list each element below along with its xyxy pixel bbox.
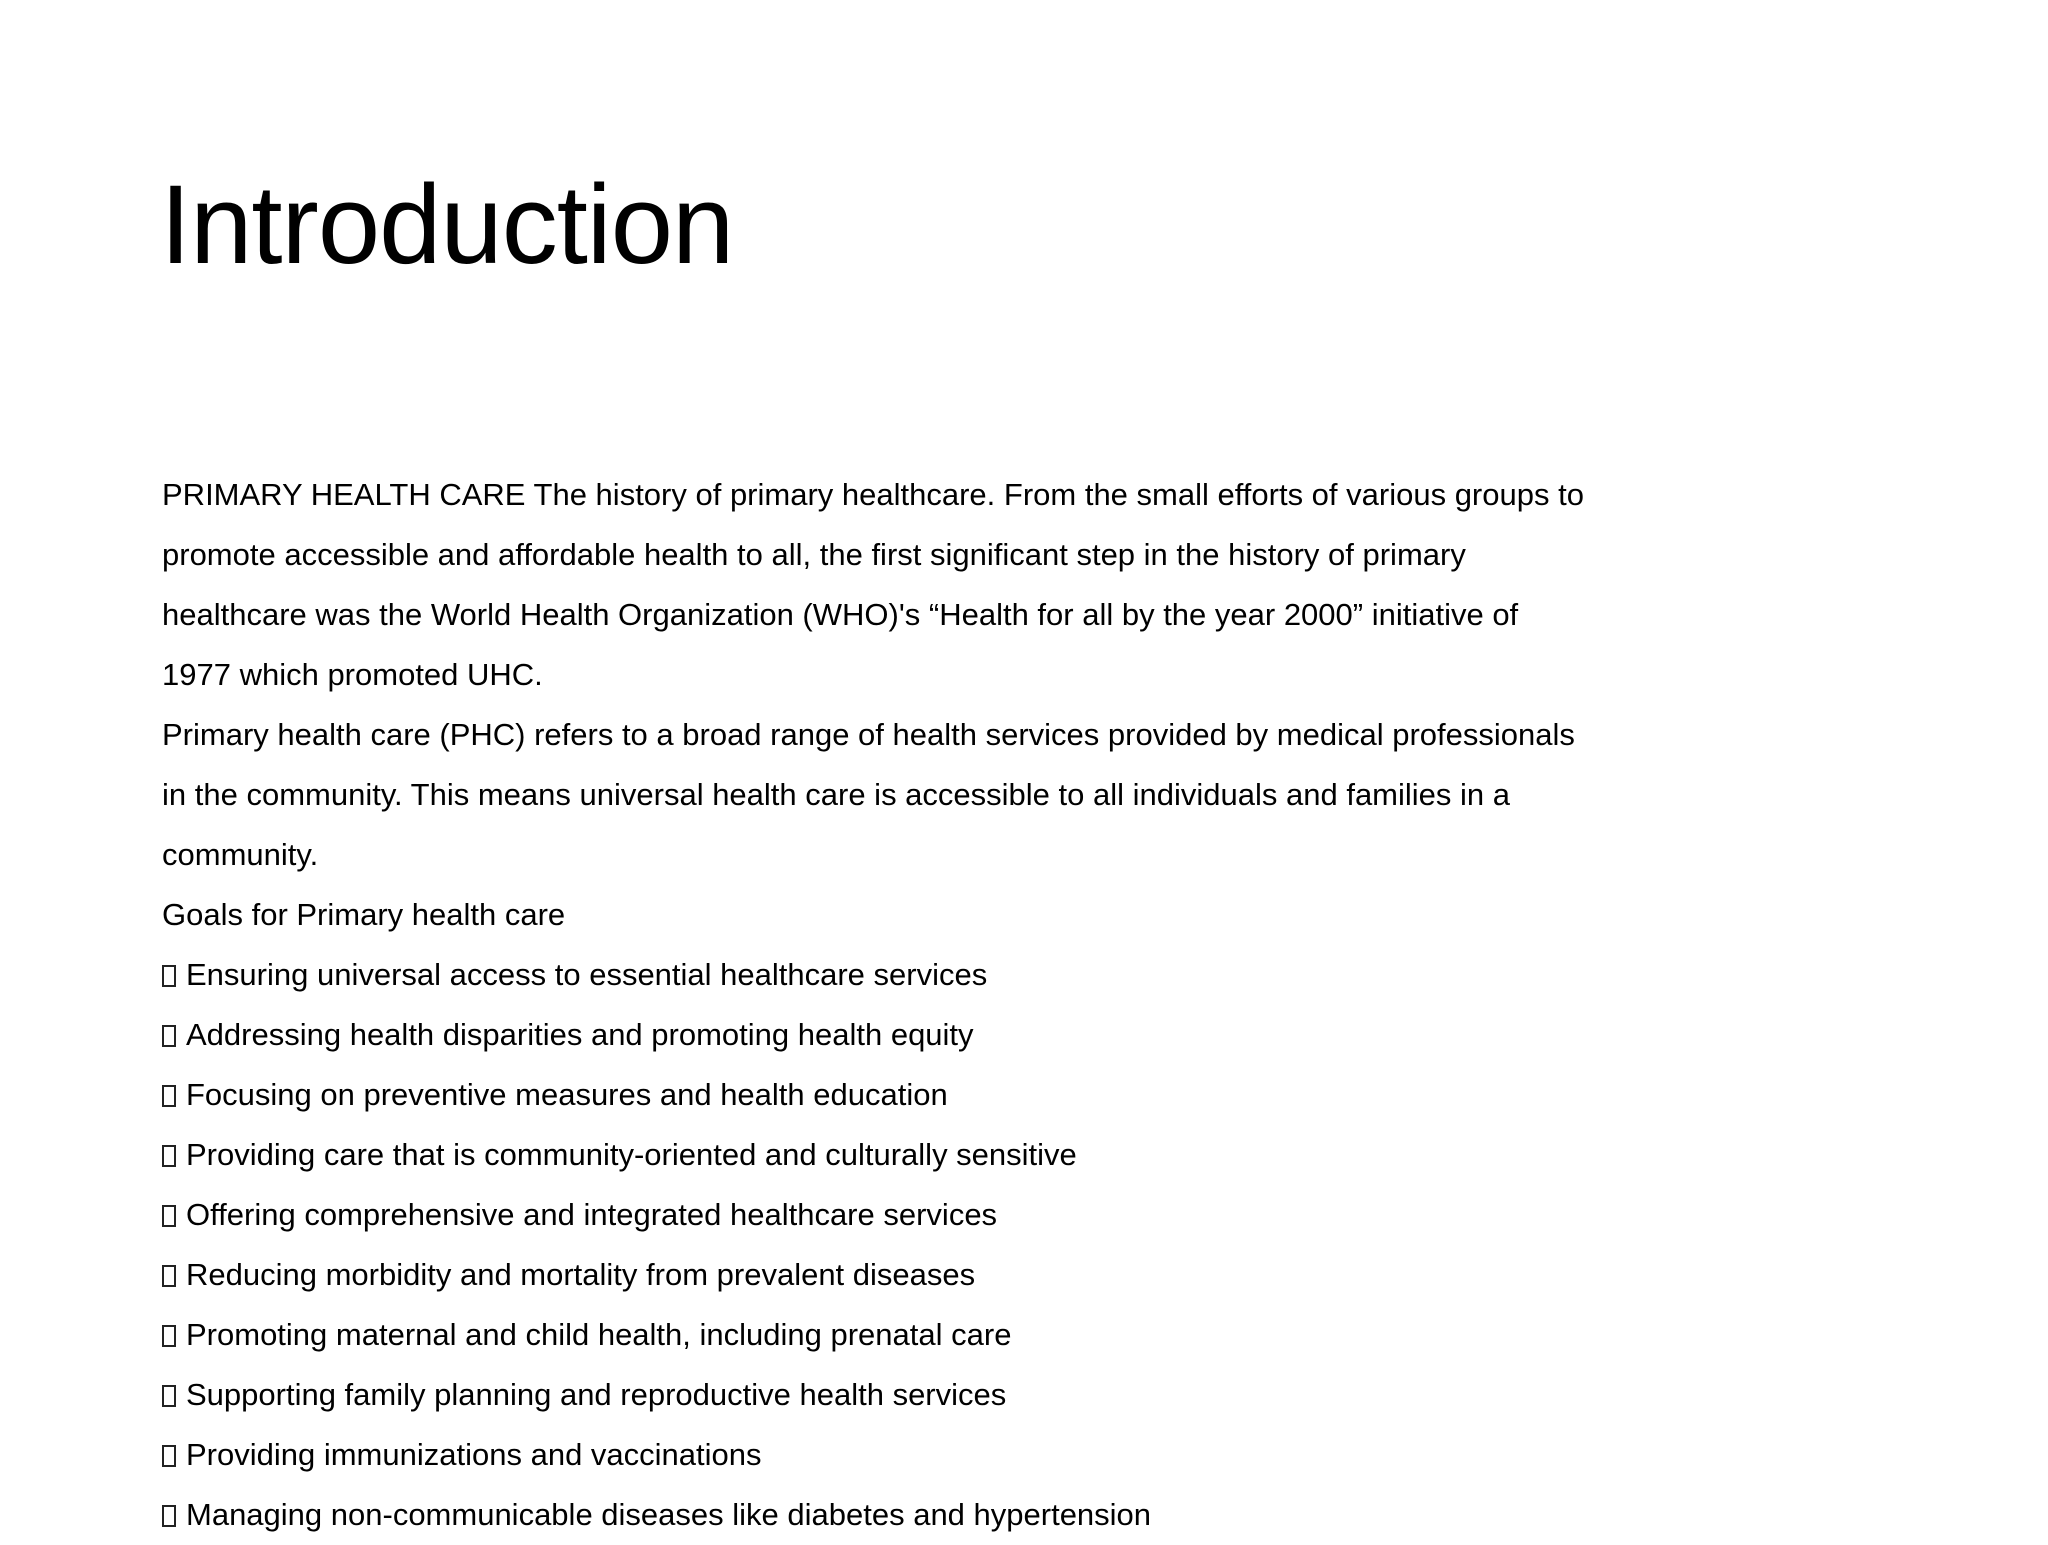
slide-title: Introduction: [160, 162, 734, 287]
goal-item: [162, 1005, 1722, 1065]
goal-text: Supporting family planning and reproductive health services: [186, 1377, 1007, 1412]
goal-text: Managing non-communicable diseases like diabetes and hypertension: [186, 1497, 1152, 1532]
goal-item: [162, 1365, 1722, 1425]
goal-text: Reducing morbidity and mortality from prevalent diseases: [186, 1257, 976, 1292]
slide-body: [162, 465, 1722, 1545]
goal-item: [162, 1125, 1722, 1185]
missing-glyph-box-icon: [162, 1505, 176, 1527]
missing-glyph-box-icon: [162, 1385, 176, 1407]
missing-glyph-box-icon: [162, 1205, 176, 1227]
goal-text: Providing immunizations and vaccinations: [186, 1437, 762, 1472]
goal-text: Providing care that is community-oriented and culturally sensitive: [186, 1137, 1077, 1172]
missing-glyph-box-icon: [162, 1025, 176, 1047]
body-line: healthcare was the World Health Organization (WHO)'s “Health for all by the year 2000” initiative of: [162, 597, 1519, 632]
goal-text: Promoting maternal and child health, including prenatal care: [186, 1317, 1012, 1352]
body-line: promote accessible and affordable health to all, the first significant step in the history of primary: [162, 537, 1466, 572]
body-line: community.: [162, 837, 319, 872]
goal-item: [162, 1245, 1722, 1305]
body-line: Primary health care (PHC) refers to a broad range of health services provided by medical professionals: [162, 717, 1575, 752]
missing-glyph-box-icon: [162, 1265, 176, 1287]
goals-list: [162, 945, 1722, 1545]
missing-glyph-box-icon: [162, 1445, 176, 1467]
goals-heading: Goals for Primary health care: [162, 897, 566, 932]
goal-item: [162, 1425, 1722, 1485]
missing-glyph-box-icon: [162, 1145, 176, 1167]
goal-item: [162, 1065, 1722, 1125]
goal-text: Focusing on preventive measures and health education: [186, 1077, 948, 1112]
missing-glyph-box-icon: [162, 1085, 176, 1107]
missing-glyph-box-icon: [162, 1325, 176, 1347]
body-line: in the community. This means universal health care is accessible to all individuals and families in a: [162, 777, 1511, 812]
body-line: PRIMARY HEALTH CARE The history of primary healthcare. From the small efforts of various groups to: [162, 477, 1584, 512]
goal-text: Offering comprehensive and integrated healthcare services: [186, 1197, 998, 1232]
goal-item: [162, 945, 1722, 1005]
goal-item: [162, 1485, 1722, 1545]
goal-item: [162, 1305, 1722, 1365]
goal-text: Ensuring universal access to essential healthcare services: [186, 957, 988, 992]
missing-glyph-box-icon: [162, 965, 176, 987]
goal-text: Addressing health disparities and promoting health equity: [186, 1017, 974, 1052]
body-line: 1977 which promoted UHC.: [162, 657, 543, 692]
goal-item: [162, 1185, 1722, 1245]
